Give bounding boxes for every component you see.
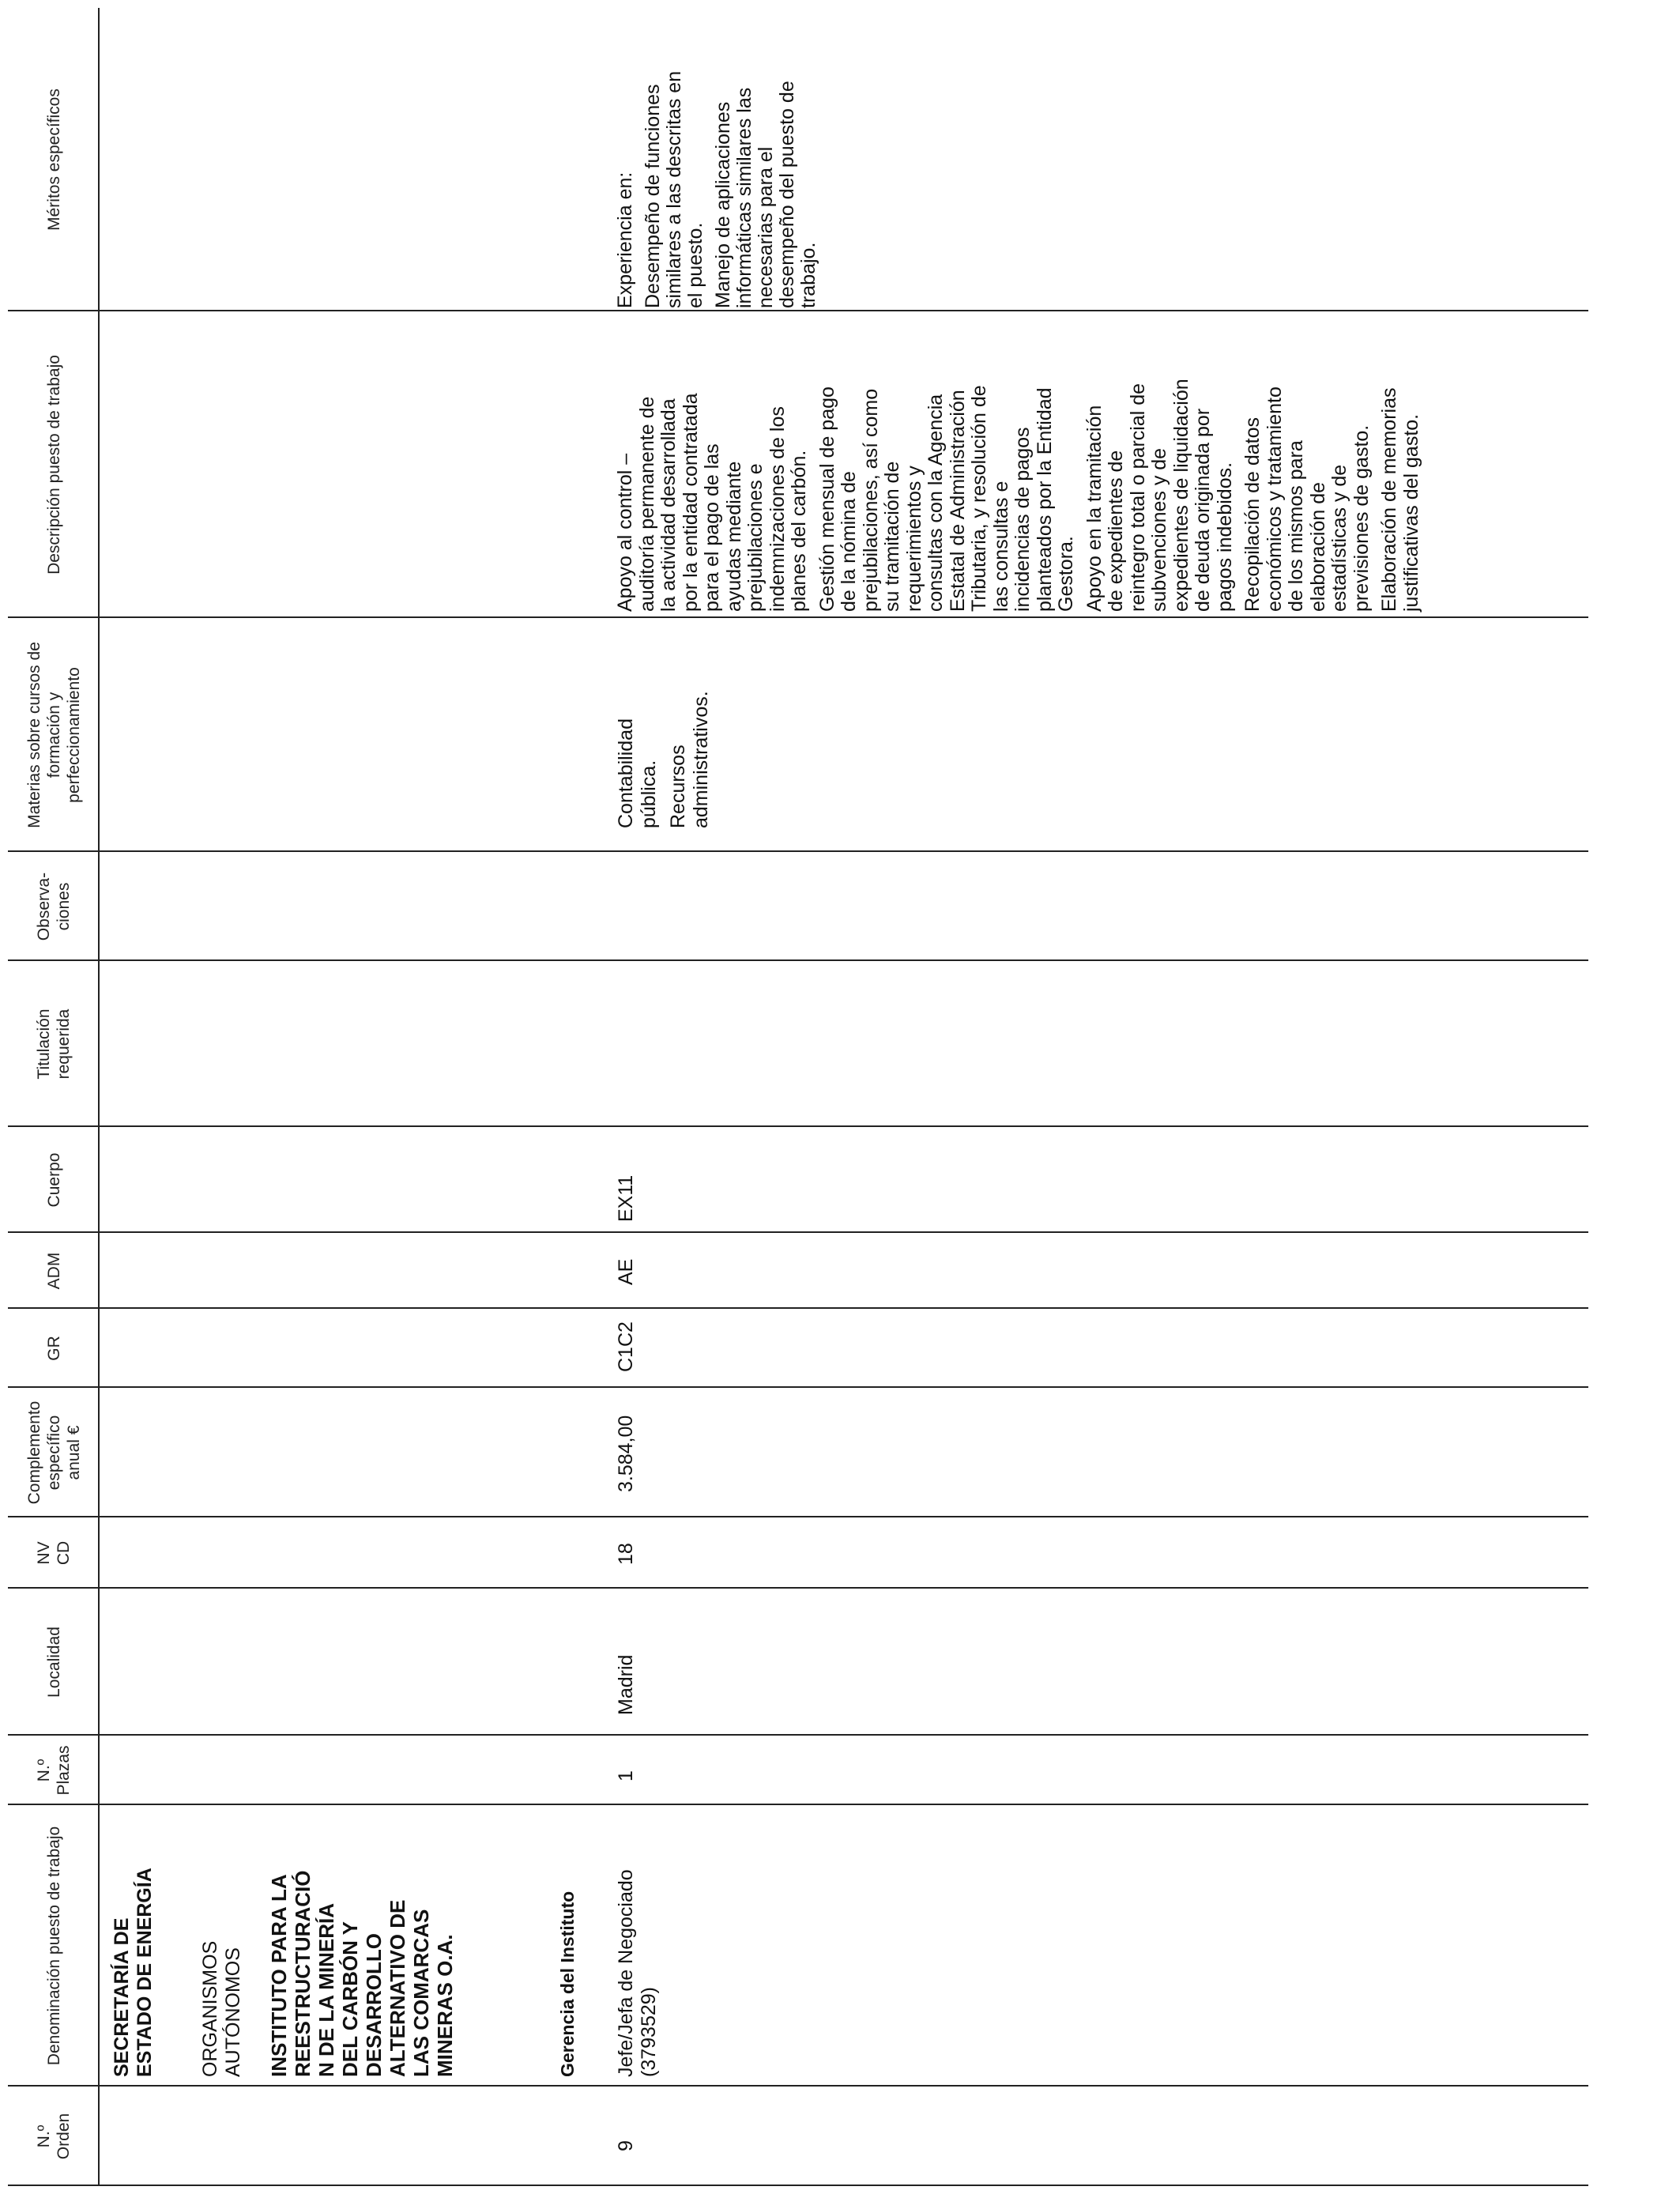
row-meritos	[615, 9, 826, 308]
meritos-item: Desempeño de funciones similares a las descritas en el puesto.	[642, 70, 706, 308]
col-line-11	[8, 850, 1588, 852]
row-denominacion: Jefe/Jefa de Negociado (3793529)	[615, 1869, 660, 2077]
meritos-item: Manejo de aplicaciones informáticas similares las necesarias para el desempeño del puesto de trabajo.	[712, 81, 819, 308]
header-denominacion: Denominación puesto de trabajo	[44, 1826, 63, 2066]
header-orden: N.º Orden	[35, 2113, 73, 2160]
row-nivel: 18	[615, 1543, 637, 1565]
header-titulacion: Titulación requerida	[35, 1008, 73, 1080]
header-grupo: GR	[44, 1336, 63, 1361]
row-orden: 9	[615, 2140, 637, 2151]
descripcion-item: Gestión mensual de pago de la nómina de prejubilaciones, así como su tramitación de requerimientos y consultas con la Agencia Estatal de Administración Tributaria, y resolución de las consultas e incidencias de pagos planteados por la Entidad Gestora.	[816, 385, 1077, 612]
descripcion-item: Recopilación de datos económicos y tratamiento de los mismos para elaboración de estadísticas y de previsiones de gasto.	[1241, 386, 1373, 612]
col-line-8	[8, 1231, 1588, 1233]
section-instituto: INSTITUTO PARA LA REESTRUCTURACIÓ N DE LA MINERÍA DEL CARBÓN Y DESARROLLO ALTERNATIVO DE LAS COMARCAS MINERAS O.A.	[267, 1870, 457, 2077]
header-cuerpo: Cuerpo	[44, 1152, 63, 1208]
row-complemento: 3.584,00	[615, 1415, 637, 1492]
row-cuerpo: EX11	[615, 1174, 637, 1222]
section-organismos: ORGANISMOS AUTÓNOMOS	[199, 1940, 244, 2077]
header-meritos: Méritos específicos	[44, 89, 63, 231]
section-secretaria: SECRETARÍA DE ESTADO DE ENERGÍA	[111, 1868, 156, 2077]
materias-item: Contabilidad pública.	[615, 718, 660, 828]
header-descripcion: Descripción puesto de trabajo	[44, 355, 63, 575]
row-materias	[615, 621, 719, 828]
col-line-10	[8, 959, 1588, 961]
header-materias: Materias sobre cursos de formación y perfeccionamiento	[24, 642, 83, 828]
col-line-9	[8, 1125, 1588, 1127]
col-line-7	[8, 1307, 1588, 1309]
col-line-5	[8, 1516, 1588, 1517]
col-line-2	[8, 1804, 1588, 1805]
row-descripcion	[615, 313, 1429, 612]
col-line-1	[8, 2085, 1588, 2087]
header-complemento: Complemento específico anual €	[24, 1400, 83, 1505]
meritos-item: Experiencia en:	[614, 172, 636, 308]
row-adm: AE	[615, 1258, 637, 1285]
col-line-13	[8, 310, 1588, 311]
descripcion-item: Elaboración de memorias justificativas del gasto.	[1378, 387, 1422, 612]
header-plazas: N.º Plazas	[35, 1745, 73, 1796]
header-adm: ADM	[44, 1252, 63, 1290]
header-localidad: Localidad	[44, 1627, 63, 1698]
header-separator	[98, 8, 100, 2186]
col-line-0	[8, 2185, 1588, 2186]
row-grupo: C1C2	[615, 1321, 637, 1372]
col-line-6	[8, 1386, 1588, 1388]
header-observaciones: Observa- ciones	[35, 872, 73, 941]
descripcion-item: Apoyo en la tramitación de expedientes de reintegro total o parcial de subvenciones y de expedientes de liquidación de deuda originada por pagos indebidos.	[1083, 379, 1236, 612]
row-plazas: 1	[615, 1770, 637, 1781]
section-gerencia: Gerencia del Instituto	[557, 1891, 578, 2077]
col-line-3	[8, 1734, 1588, 1736]
col-line-12	[8, 616, 1588, 618]
col-line-4	[8, 1587, 1588, 1589]
materias-item: Recursos administrativos.	[667, 691, 712, 828]
descripcion-item: Apoyo al control – auditoría permanente de la actividad desarrollada por la entidad contratada para el pago de las ayudas mediante prejubilaciones e indemnizaciones de los planes del carbón.	[614, 393, 810, 612]
row-localidad: Madrid	[615, 1654, 637, 1715]
header-nivel: NV CD	[35, 1540, 73, 1566]
